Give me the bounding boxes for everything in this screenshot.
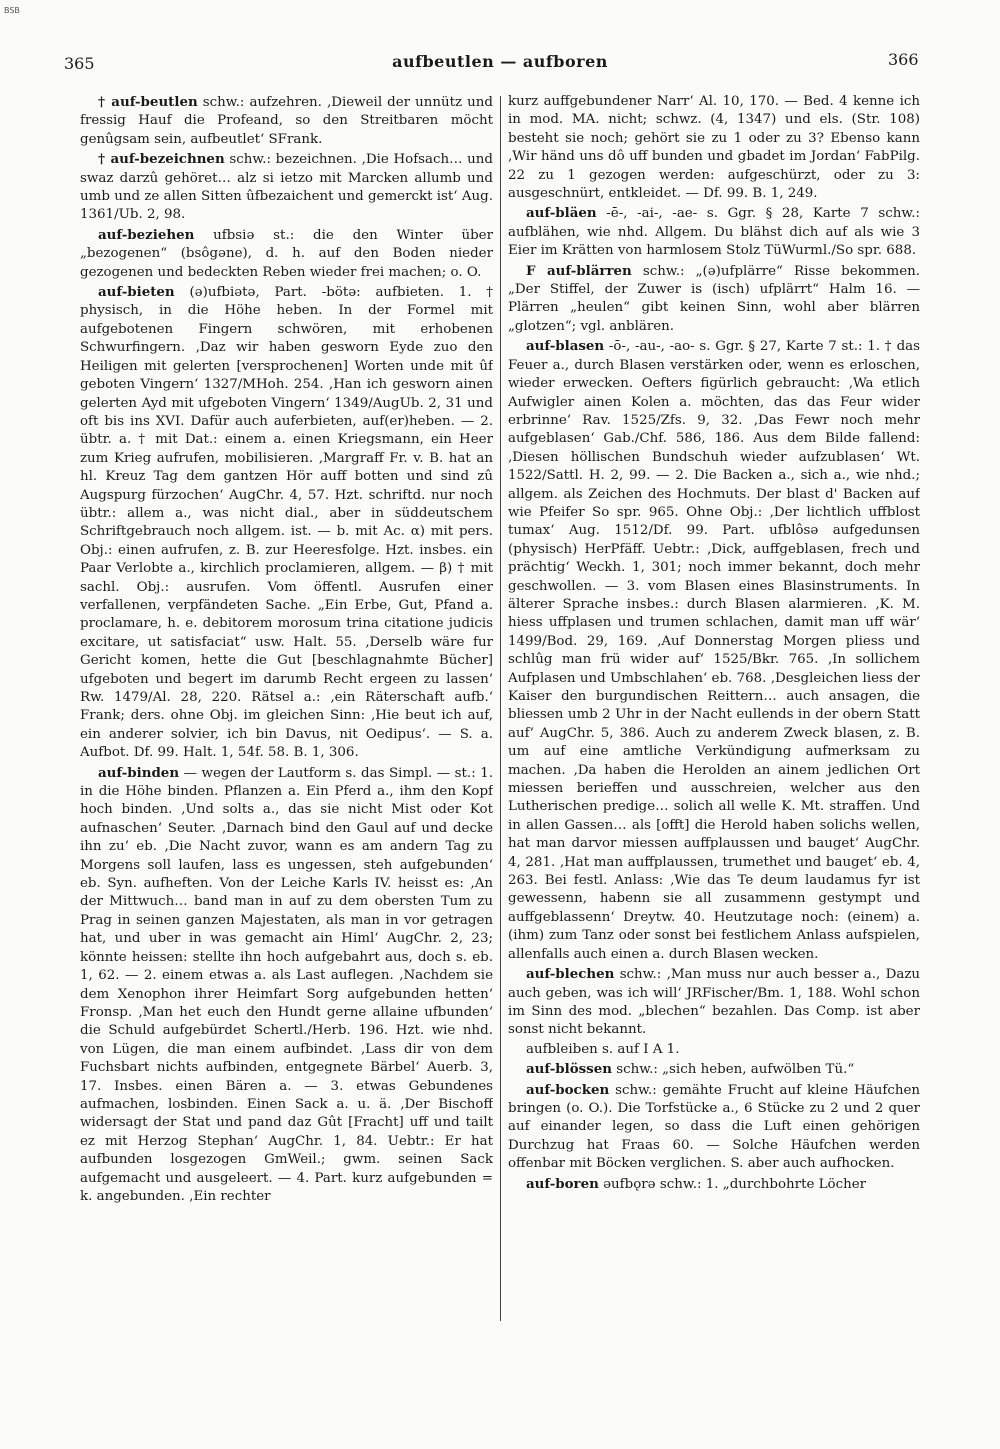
dictionary-entry [508, 337, 920, 964]
dictionary-entry [508, 1060, 920, 1079]
entry-text: — wegen der Lautform s. das Simpl. — st.: 1. in die Höhe binden. Pflanzen a. Ein Pferd a., ihm den Kopf hoch binden. ‚Und solts a., das sie nicht Mist oder Kot aufnaschen‘ Seuter. ‚Darnach bind den Gaul auf und decke ihn zu‘ eb. ‚Die Nacht zuvor, wann es am andern Tag zu Morgens soll laufen, lass es ungessen, steh aufgebunden‘ eb. Syn. aufheften. Von der Leiche Karls IV. heisst es: ‚An der Mittwuch… band man in auf zu dem obersten Tum zu Prag in seinen ganzen Majestaten, als man in vor getragen hat, und uber in was gemacht ain Himl‘ AugChr. 2, 23; könnte heissen: stellte ihn hoch aufgebahrt aus, doch s. eb. 1, 62. — 2. einem etwas a. als Last auflegen. ‚Nachdem sie dem Xenophon ihrer Heimfart Sorg aufgebunden hetten‘ Fronsp. ‚Man het euch den Hundt gerne allaine ufbunden‘ die Schuld aufgebürdet Schertl./Herb. 196. Hzt. wie nhd. von Lügen, die man einem aufbindet. ‚Lass dir von dem Fuchsbart nichts aufbinden, entgegnete Bärbel‘ Auerb. 3, 17. Insbes. einen Bären a. — 3. etwas Gebundenes aufmachen, losbinden. Einen Sack a. u. ä. ‚Der Bischoff widersagt der Stat und pand daz Gût [Fracht] uff und tailt ez mit Herzog Stephan‘ AugChr. 1, 84. Uebtr.: Er hat aufbunden losgezogen GmWeil.; gwm. seinen Sack aufgemacht und ausgeleert. — 4. Part. kurz aufgebunden = k. angebunden. ‚Ein rechter [80, 765, 493, 1204]
dictionary-entry [508, 93, 920, 203]
entry-text: schw.: „(ə)ufplärre“ Risse bekommen. „Der Stiffel, der Zuwer is (isch) ufplärrt“ Halm 16. — Plärren „heulen“ gibt keinen Sinn, wohl aber blärren „glotzen“; vgl. anblären. [508, 263, 920, 334]
column-divider [500, 96, 501, 1321]
dictionary-entry [508, 1081, 920, 1174]
dictionary-entry [80, 150, 493, 225]
page-number-right: 366 [888, 50, 919, 69]
dictionary-entry [508, 1041, 920, 1059]
entry-text: schw.: gemähte Frucht auf kleine Häufchen bringen (o. O.). Die Torfstücke a., 6 Stücke zu 2 und 2 quer auf einander legen, so dass die Luft einen gehörigen Durchzug hat Fraas 60. — Solche Häufchen werden offenbar mit Böcken verglichen. S. aber auch aufhocken. [508, 1082, 920, 1172]
dictionary-entry [508, 965, 920, 1040]
headword: auf-binden [98, 764, 180, 781]
running-head: aufbeutlen — aufboren [392, 52, 608, 71]
headword: auf-blössen [526, 1061, 612, 1078]
headword: auf-bieten [98, 284, 175, 301]
dictionary-entry [80, 226, 493, 282]
entry-text: -ō-, -au-, -ao- s. Ggr. § 27, Karte 7 st.: 1. † das Feuer a., durch Blasen verstärken oder, wenn es erloschen, wieder erwecken. Oefters figürlich gebraucht: ‚Wa etlich Aufwigler ainen Kolen a. möchten, das das Feur wider erbrinne‘ Rav. 1525/Zfs. 9, 32. ‚Das Fewr noch mehr aufgeblasen‘ Gab./Chf. 586, 186. Aus dem Bilde fallend: ‚Diesen höllischen Bundschuh wieder aufzublasen‘ Wt. 1522/Sattl. H. 2, 99. — 2. Die Backen a., sich a., wie nhd.; allgem. als Zeichen des Hochmuts. Der blast d' Backen auf wie Pfeifer So spr. 965. Ohne Obj.: ‚Der lichtlich uffblost tumax‘ Aug. 1512/Df. 99. Part. ufblôsə aufgedunsen (physisch) HerPfäff. Uebtr.: ‚Dick, auffgeblasen, frech und prächtig‘ Weckh. 1, 301; noch immer bekannt, doch mehr geschwollen. — 3. vom Blasen eines Blasinstruments. In älterer Sprache insbes.: durch Blasen alarmieren. ‚K. M. hiess uffplasen und trumen schlachen, damit man uff wär‘ 1499/Bod. 29, 169. ‚Auf Donnerstag Morgen pliess und schlûg man frü wider auf‘ 1525/Bkr. 765. ‚In sollichem Aufplasen und Umbschlahen‘ eb. 768. ‚Desgleichen liess der Kaiser den burgundischen Reittern… auch ansagen, die bliessen umb 2 Uhr in der Nacht eullends in der obern Statt auf‘ AugChr. 5, 386. Auch zu anderem Zweck blasen, z. B. um auf eine amtliche Verkündigung aufmerksam zu machen. ‚Da haben die Herolden an ainem jedlichen Ort miessen berieffen und ausschreien, welcher aus den Lutherischen predige… solich all welle K. Mt. straffen. Und in allen Gassen… als [offt] die Herold haben solichs wellen, hat man darvor miessen auffplaussen und bauget‘ AugChr. 4, 281. ‚Hat man auffplaussen, trumethet und bauget‘ eb. 4, 263. Bei festl. Anlass: ‚Wie das Te deum laudamus fyr ist gewessenn, habenn sie all zusammenn gestympt und auffgeblassenn‘ Dreytw. 40. Heutzutage noch: (einem) a. (ihm) zum Tanz oder sonst bei festlichem Anlass aufspielen, allenfalls auch einen a. durch Blasen wecken. [508, 339, 920, 962]
headword: F auf-blärren [526, 262, 632, 279]
entry-text: ufbsiə st.: die den Winter über „bezogenen“ (bsôgəne), d. h. auf den Boden nieder gezogenen und bedeckten Reben wieder frei machen; o. O. [80, 227, 493, 280]
library-stamp: BSB [4, 6, 20, 15]
entry-text: schw.: bezeichnen. ‚Die Hofsach… und swaz darzû gehöret… alz si ietzo mit Marcken allumb und umb und ze allen Sitten ûfbezaichent und gemerckt ist‘ Aug. 1361/Ub. 2, 98. [80, 152, 493, 223]
right-column [508, 93, 920, 1433]
headword: auf-bocken [526, 1081, 610, 1098]
dictionary-entry [80, 93, 493, 149]
headword: † auf-beutlen [98, 94, 198, 110]
entry-text: -ē-, -ai-, -ae- s. Ggr. § 28, Karte 7 schw.: aufblähen, wie nhd. Allgem. Du blähst dich auf als wie 3 Eier im Krätten von harmlosem Stolz TüWurml./So spr. 688. [508, 206, 920, 259]
entry-text: schw.: „sich heben, aufwölben Tü.“ [611, 1062, 855, 1078]
dictionary-entry [508, 262, 920, 337]
dictionary-entry [508, 1175, 920, 1194]
headword: auf-bläen [526, 205, 597, 222]
entry-text: (ə)ufbiətə, Part. -bötə: aufbieten. 1. † physisch, in die Höhe heben. In der Formel mit aufgebotenen Fingern schwören, mit erhobenen Schwurfingern. ‚Daz wir haben gesworn Eyde zuo den Heiligen mit gelerten [versprochenen] Worten unde mit ûf geboten Vingern‘ 1327/MHoh. 254. ‚Han ich gesworn ainen gelerten Ayd mit ufgeboten Vingern‘ 1349/AugUb. 2, 31 und oft bis ins XVI. Dafür auch auferbieten, auf(er)heben. — 2. übtr. a. † mit Dat.: einem a. einen Kriegsmann, ein Heer zum Krieg aufrufen, mobilisieren. ‚Margraff Fr. v. B. hat an hl. Kreuz Tag dem gantzen Hör auff botten und sind zû Augspurg fürzochen‘ AugChr. 4, 57. Hzt. schriftd. nur noch übtr.: allem a., was nicht dial., aber in süddeutschem Schriftgebrauch noch allgem. ist. — b. mit Ac. α) mit pers. Obj.: einen aufrufen, z. B. zur Heeresfolge. Hzt. insbes. ein Paar Verlobte a., kirchlich proclamieren, allgem. — β) † mit sachl. Obj.: ausrufen. Vom öffentl. Ausrufen einer verfallenen, verpfändeten Sache. „Ein Erbe, Gut, Pfand a. proclamare, h. e. debitorem morosum trina citatione judicis excitare, ut satisfaciat“ usw. Halt. 55. ‚Derselb wäre fur Gericht komen, hette die Gut [beschlagnahmte Bücher] ufgeboten und begert im darumb Recht ergeen zu lassen‘ Rw. 1479/Al. 28, 220. Rätsel a.: ‚ein Räterschaft aufb.‘ Frank; ders. ohne Obj. im gleichen Sinn: ‚Hie beut ich auf, ein anderer solvier, ich bin Davus, nit Oedipus‘. — S. a. Aufbot. Df. 99. Halt. 1, 54f. 58. B. 1, 306. [80, 285, 493, 761]
headword: † auf-bezeichnen [98, 151, 225, 168]
headword: auf-blechen [526, 966, 615, 983]
left-column [80, 93, 493, 1433]
headword: auf-blasen [526, 338, 605, 355]
headword: auf-beziehen [98, 226, 195, 243]
entry-text: kurz auffgebundener Narr‘ Al. 10, 170. — Bed. 4 kenne ich in mod. MA. nicht; schwz. (4, 1347) und els. (Str. 108) besteht sie noch; gehört sie zu 1 oder zu 3? Ebenso kann ‚Wir händ uns dô uff bunden und gbadet im Jordan‘ FabPilg. 22 zu 1 gezogen werden: aufgeschürzt, oder zu 3: ausgeschnürt, entkleidet. — Df. 99. B. 1, 249. [508, 94, 920, 202]
page-number-left: 365 [64, 54, 95, 73]
entry-text: schw.: aufzehren. ‚Dieweil der unnütz und fressig Hauf die Profeand, so den Streitbaren möcht genûgsam sein, aufbeutlet‘ SFrank. [80, 95, 493, 147]
dictionary-entry [80, 283, 493, 763]
entry-text: schw.: ‚Man muss nur auch besser a., Dazu auch geben, was ich will‘ JRFischer/Bm. 1, 188. Wohl schon im Sinn des mod. „blechen“ bezahlen. Das Comp. ist aber sonst nicht bekannt. [508, 967, 920, 1038]
headword: auf-boren [526, 1175, 599, 1192]
dictionary-entry [508, 204, 920, 260]
entry-text: aufbleiben s. auf I A 1. [526, 1041, 680, 1057]
dictionary-entry [80, 764, 493, 1207]
entry-text: əufbǫrə schw.: 1. „durchbohrte Löcher [598, 1176, 867, 1192]
